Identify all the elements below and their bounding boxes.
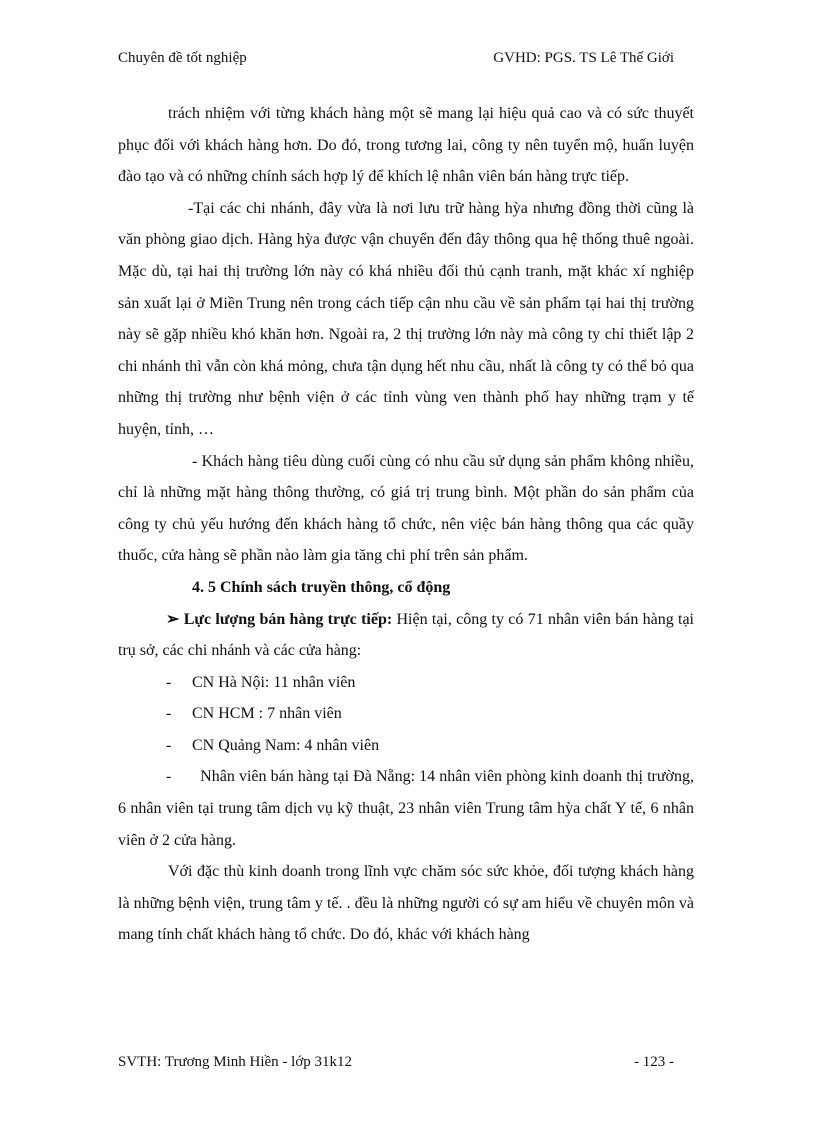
list-dash: - <box>166 768 172 786</box>
word: CN <box>192 673 215 691</box>
page-header <box>118 50 674 78</box>
paragraph-4-text: Nhân viên bán hàng tại Đà Nẵng: 14 nhân viên phòng kinh doanh thị trường, 6 nhân viên tại trung tâm dịch vụ kỹ thuật, 23 nhân viên Trung tâm hỳa chất Y tế, 6 nhân viên ở 2 cửa hàng. <box>118 768 694 849</box>
header-advisor: GVHD: PGS. TS Lê Thế Giới <box>493 50 674 66</box>
bullet-paragraph <box>118 604 694 667</box>
word: viên <box>327 673 356 691</box>
arrow-bullet-icon: ➢ <box>166 610 180 628</box>
word: Nội: <box>240 673 270 691</box>
footer-author: SVTH: Trương Minh Hiền - lớp 31k12 <box>118 1054 353 1070</box>
paragraph-4 <box>118 761 694 856</box>
page-number: - 123 - <box>634 1054 674 1070</box>
list-item <box>118 667 694 699</box>
header-title: Chuyên đề tốt nghiệp <box>118 50 247 66</box>
list-item <box>118 730 694 762</box>
bullet-text: Hiện tại, công ty có 71 nhân viên bán hàng tại trụ sở, các chi nhánh và các cửa hàng: <box>118 610 694 660</box>
paragraph-2: -Tại các chi nhánh, đây vừa là nơi lưu trữ hàng hỳa nhưng đồng thời cũng là văn phòng giao dịch. Hàng hỳa được vận chuyển đến đây thông qua hệ thống thuê ngoài. Mặc dù, tại hai thị trường lớn này có khá nhiều đối thủ cạnh tranh, mặt khác xí nghiệp sản xuất lại ở Miền Trung nên trong cách tiếp cận nhu cầu về sản phẩm tại hai thị trường này sẽ gặp nhiều khó khăn hơn. Ngoài ra, 2 thị trường lớn này mà công ty chỉ thiết lập 2 chi nhánh thì vẫn còn khá mỏng, chưa tận dụng hết nhu cầu, nhất là công ty có thể bỏ qua những thị trường như bệnh viện ở các tỉnh vùng ven thành phố hay những trạm y tế huyện, tỉnh, … <box>118 199 694 438</box>
list-item <box>118 698 694 730</box>
section-heading: 4. 5 Chính sách truyền thông, cổ động <box>192 578 451 596</box>
list-dash: - <box>166 736 172 754</box>
paragraph-5: Với đặc thù kinh doanh trong lĩnh vực chăm sóc sức khỏe, đối tượng khách hàng là những bệnh viện, trung tâm y tế. . đều là những người có sự am hiểu về chuyên môn và mang tính chất khách hàng tổ chức. Do đó, khác với khách hàng <box>118 863 694 944</box>
word: 11 <box>273 673 289 691</box>
bullet-bold-label: Lực lượng bán hàng trực tiếp: <box>183 610 393 628</box>
list-dash: - <box>166 673 172 691</box>
list-item-text <box>192 667 694 699</box>
word: nhân <box>292 673 324 691</box>
paragraph-1: trách nhiệm với từng khách hàng một sẽ mang lại hiệu quả cao và có sức thuyết phục đối với khách hàng hơn. Do đó, trong tương lai, công ty nên tuyển mộ, huấn luyện đào tạo và có những chính sách hợp lý để khích lệ nhân viên bán hàng trực tiếp. <box>118 105 694 186</box>
word: Hà <box>218 673 237 691</box>
document-body <box>118 98 694 951</box>
list-item-text: CN Quảng Nam: 4 nhân viên <box>192 736 380 754</box>
paragraph-3: - Khách hàng tiêu dùng cuối cùng có nhu cầu sử dụng sản phẩm không nhiều, chỉ là những mặt hàng thông thường, có giá trị trung bình. Một phần do sản phẩm của công ty chủ yếu hướng đến khách hàng tổ chức, nên việc bán hàng thông qua các quầy thuốc, cửa hàng sẽ phần nào làm gia tăng chi phí trên sản phẩm. <box>118 452 694 565</box>
list-item-text: CN HCM : 7 nhân viên <box>192 705 342 723</box>
list-dash: - <box>166 705 172 723</box>
